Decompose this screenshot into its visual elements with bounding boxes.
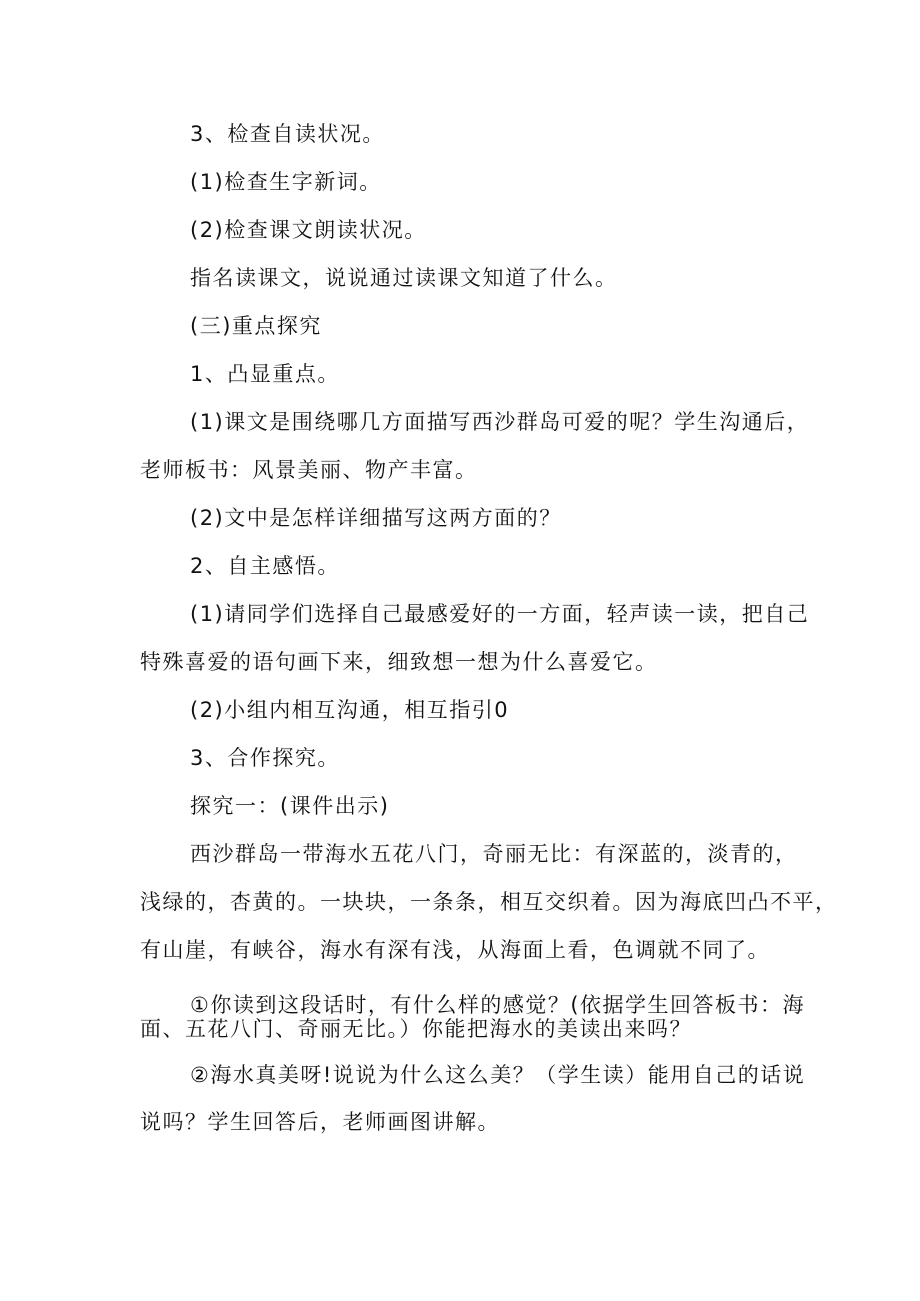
item-check-new-words: (1)检查生字新词。	[190, 170, 382, 194]
heading-cooperative-exploration: 3、合作探究。	[190, 746, 340, 770]
question-text-aspects: (1)课文是围绕哪几方面描写西沙群岛可爱的呢？学生沟通后，	[190, 410, 810, 434]
question-why-beautiful-line-1: ②海水真美呀!说说为什么这么美？（学生读）能用自己的话说	[190, 1063, 806, 1087]
quote-paragraph-line-1: 西沙群岛一带海水五花八门，奇丽无比：有深蓝的，淡青的，	[190, 842, 798, 866]
label-exploration-one: 探究一：(课件出示)	[190, 794, 390, 818]
question-detailed-description: (2)文中是怎样详细描写这两方面的？	[190, 506, 562, 530]
instruction-choose-aspect: (1)请同学们选择自己最感爱好的一方面，轻声读一读，把自己	[190, 602, 810, 626]
instruction-group-communication: (2)小组内相互沟通，相互指引0	[190, 698, 510, 722]
quote-paragraph-line-2: 浅绿的，杏黄的。一块块，一条条，相互交织着。因为海底凹凸不平，	[140, 890, 838, 914]
question-why-beautiful-line-2: 说吗？学生回答后，老师画图讲解。	[140, 1110, 500, 1134]
instruction-choose-aspect-cont: 特殊喜爱的语句画下来，细致想一想为什么喜爱它。	[140, 650, 658, 674]
heading-check-self-reading: 3、检查自读状况。	[190, 122, 385, 146]
section-heading-key-exploration: (三)重点探究	[190, 314, 322, 338]
instruction-read-text: 指名读课文，说说通过读课文知道了什么。	[190, 266, 618, 290]
heading-self-insight: 2、自主感悟。	[190, 554, 340, 578]
quote-paragraph-line-3: 有山崖，有峡谷，海水有深有浅，从海面上看，色调就不同了。	[140, 938, 770, 962]
question-feeling-line-1: ①你读到这段话时，有什么样的感觉？(依据学生回答板书：海	[190, 993, 806, 1017]
question-text-aspects-cont: 老师板书：风景美丽、物产丰富。	[140, 458, 478, 482]
heading-highlight-key-points: 1、凸显重点。	[190, 362, 340, 386]
question-feeling-line-2: 面、五花八门、奇丽无比。）你能把海水的美读出来吗？	[140, 1017, 692, 1041]
item-check-reading-aloud: (2)检查课文朗读状况。	[190, 218, 427, 242]
